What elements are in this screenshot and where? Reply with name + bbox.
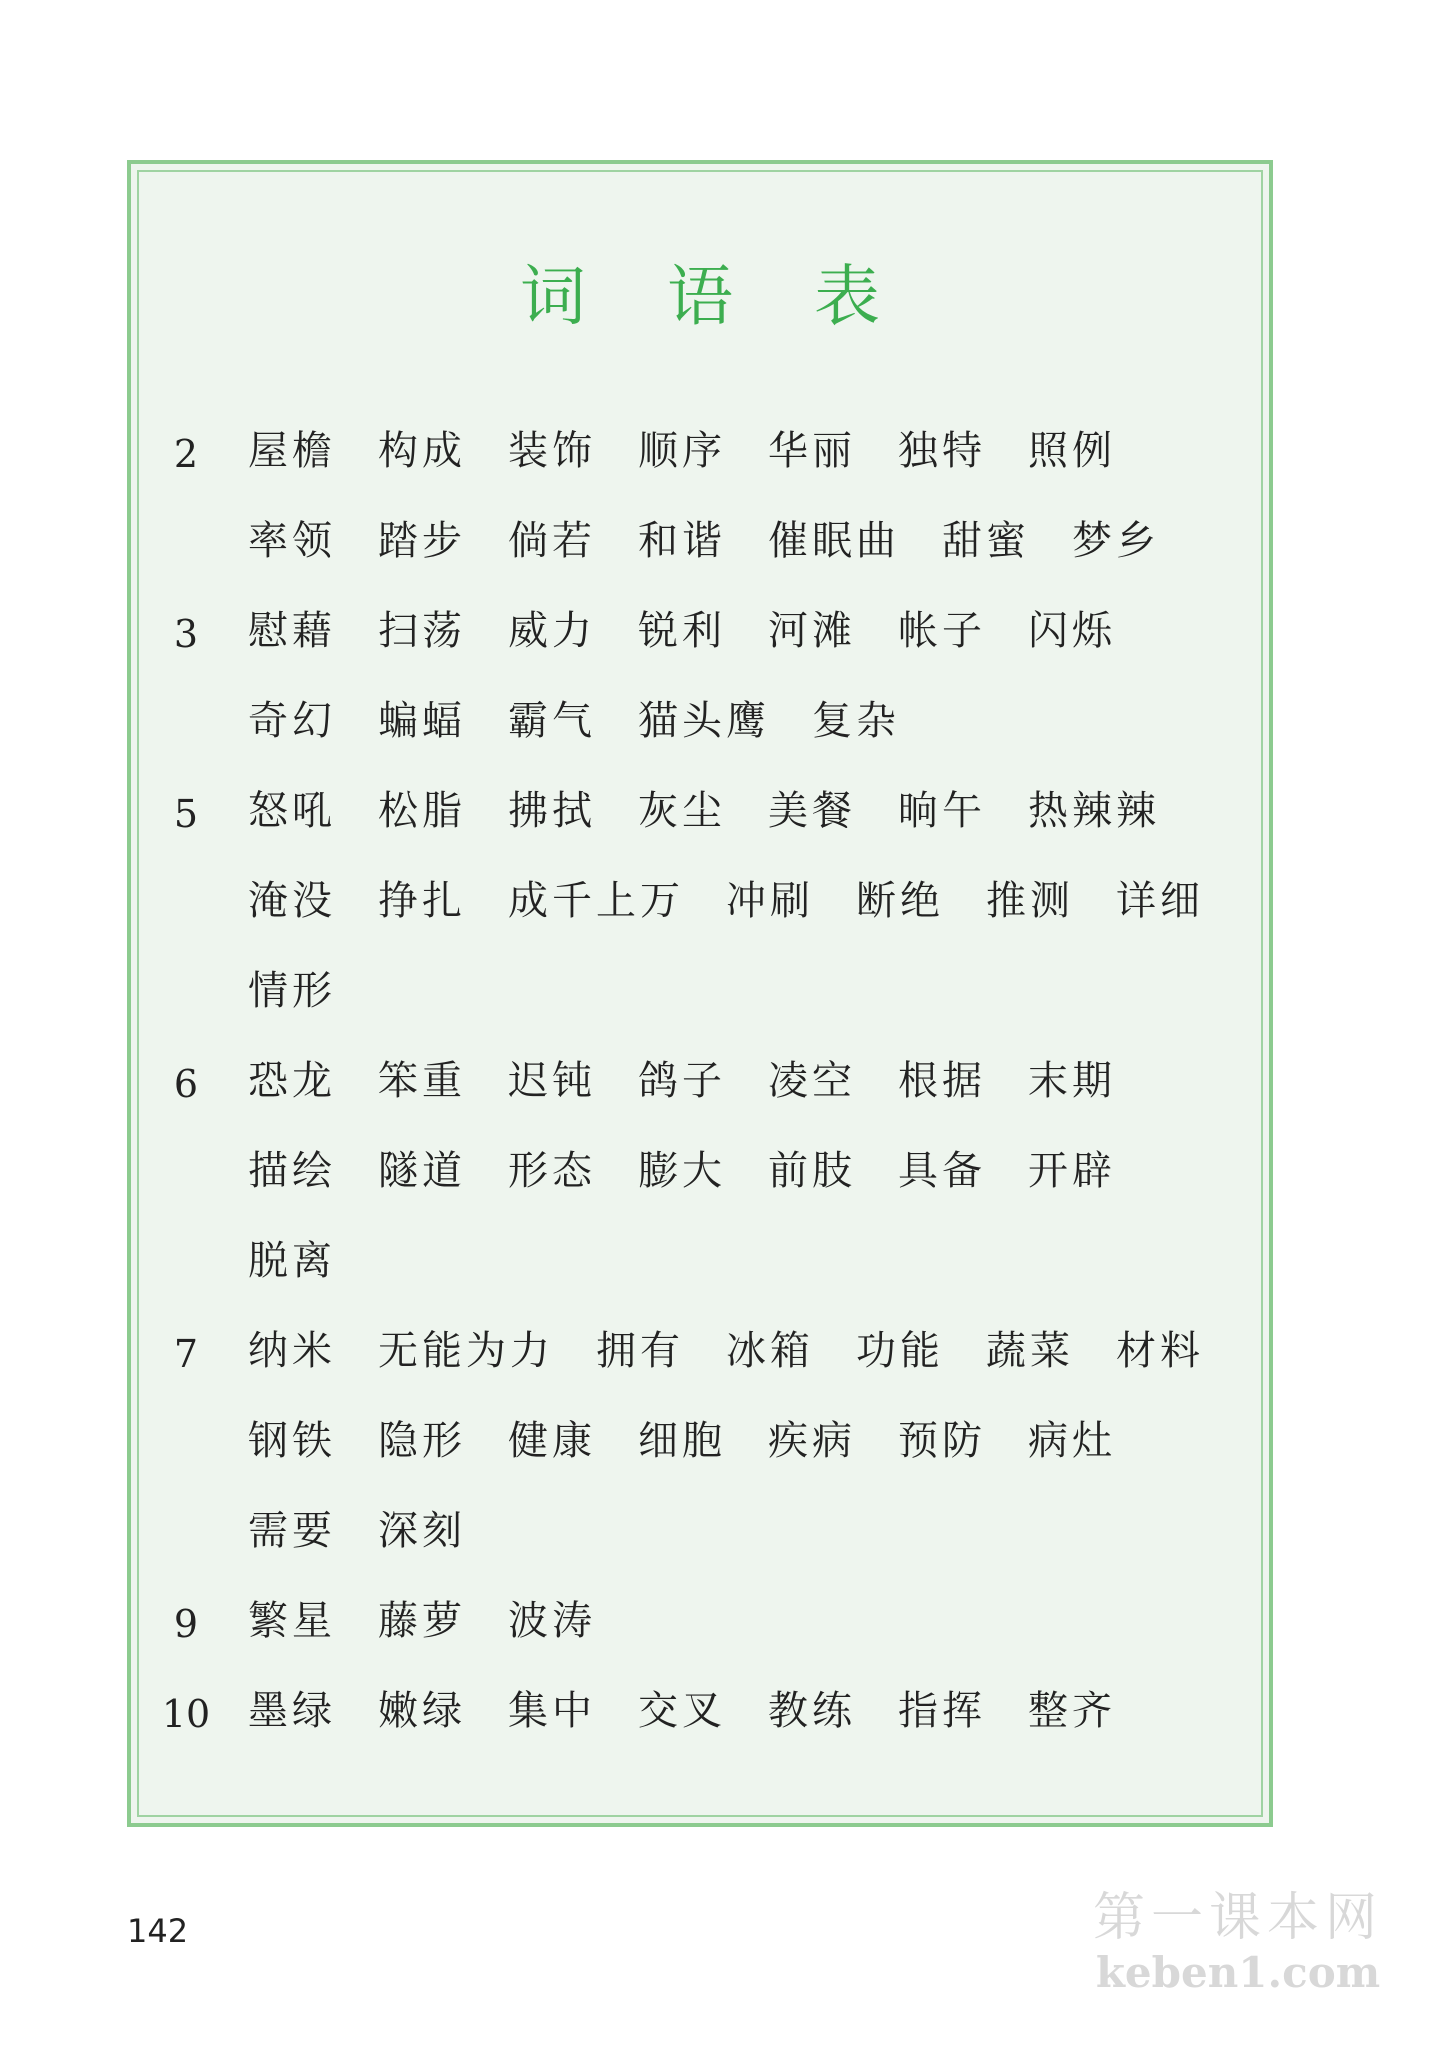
vocab-row: [131, 1309, 1277, 1399]
lesson-number: 6: [173, 1062, 199, 1106]
vocab-word: 集中: [508, 1688, 596, 1734]
vocab-word: 猫头鹰: [638, 698, 770, 744]
vocab-word: 踏步: [378, 518, 466, 564]
vocab-word: 拥有: [596, 1328, 684, 1374]
word-group: [248, 693, 900, 749]
lesson-number: 7: [173, 1332, 199, 1376]
vocab-row: [131, 949, 1277, 1039]
lesson-number: 5: [173, 792, 199, 836]
vocab-word: 膨大: [638, 1148, 726, 1194]
word-group: [248, 1323, 1204, 1379]
lesson-number: 2: [173, 432, 199, 476]
vocab-word: 拂拭: [508, 788, 596, 834]
vocab-word: 美餐: [768, 788, 856, 834]
vocab-row: [131, 1579, 1277, 1669]
vocab-word: 松脂: [378, 788, 466, 834]
vocab-row: [131, 1399, 1277, 1489]
vocab-word: 淹没: [248, 878, 336, 924]
vocab-word: 冲刷: [726, 878, 814, 924]
vocab-word: 鸽子: [638, 1058, 726, 1104]
lesson-number: 9: [173, 1602, 199, 1646]
vocab-word: 构成: [378, 428, 466, 474]
vocab-word: 末期: [1028, 1058, 1116, 1104]
vocab-word: 整齐: [1028, 1688, 1116, 1734]
vocab-word: 催眠曲: [768, 518, 900, 564]
lesson-number: 10: [161, 1692, 211, 1736]
vocab-word: 详细: [1116, 878, 1204, 924]
vocabulary-frame: [127, 160, 1273, 1827]
vocab-word: 开辟: [1028, 1148, 1116, 1194]
vocab-word: 率领: [248, 518, 336, 564]
watermark-cn: 第一课本网: [1092, 1888, 1383, 1948]
word-group: [248, 1593, 596, 1649]
vocab-word: 描绘: [248, 1148, 336, 1194]
vocab-word: 怒吼: [248, 788, 336, 834]
word-group: [248, 1413, 1116, 1469]
vocab-word: 和谐: [638, 518, 726, 564]
vocab-word: 波涛: [508, 1598, 596, 1644]
vocab-word: 热辣辣: [1028, 788, 1160, 834]
vocab-word: 笨重: [378, 1058, 466, 1104]
vocab-word: 河滩: [768, 608, 856, 654]
vocab-word: 推测: [986, 878, 1074, 924]
vocab-word: 锐利: [638, 608, 726, 654]
vocab-word: 倘若: [508, 518, 596, 564]
vocab-row: [131, 769, 1277, 859]
vocab-word: 教练: [768, 1688, 856, 1734]
vocab-word: 形态: [508, 1148, 596, 1194]
page-number: 142: [127, 1912, 189, 1950]
vocab-row: [131, 859, 1277, 949]
word-group: [248, 1053, 1116, 1109]
vocab-word: 复杂: [812, 698, 900, 744]
vocab-word: 装饰: [508, 428, 596, 474]
vocab-word: 深刻: [378, 1508, 466, 1554]
word-group: [248, 783, 1160, 839]
word-group: [248, 1503, 466, 1559]
vocab-word: 照例: [1028, 428, 1116, 474]
vocab-word: 需要: [248, 1508, 336, 1554]
vocab-row: [131, 679, 1277, 769]
vocab-word: 隧道: [378, 1148, 466, 1194]
vocab-word: 霸气: [508, 698, 596, 744]
word-group: [248, 1143, 1116, 1199]
word-group: [248, 1683, 1116, 1739]
vocab-word: 藤萝: [378, 1598, 466, 1644]
vocab-row: [131, 589, 1277, 679]
vocab-word: 恐龙: [248, 1058, 336, 1104]
vocab-word: 嫩绿: [378, 1688, 466, 1734]
vocabulary-list: [131, 409, 1277, 1759]
vocab-word: 成千上万: [508, 878, 684, 924]
word-group: [248, 963, 336, 1019]
vocab-word: 蝙蝠: [378, 698, 466, 744]
vocab-word: 脱离: [248, 1238, 336, 1284]
vocab-word: 扫荡: [378, 608, 466, 654]
watermark: [1093, 1888, 1383, 1998]
vocab-word: 疾病: [768, 1418, 856, 1464]
word-group: [248, 423, 1116, 479]
vocab-word: 健康: [508, 1418, 596, 1464]
vocab-word: 无能为力: [378, 1328, 554, 1374]
vocab-word: 威力: [508, 608, 596, 654]
vocab-word: 冰箱: [726, 1328, 814, 1374]
vocab-word: 纳米: [248, 1328, 336, 1374]
vocab-row: [131, 1039, 1277, 1129]
vocab-word: 预防: [898, 1418, 986, 1464]
vocab-word: 挣扎: [378, 878, 466, 924]
vocab-word: 具备: [898, 1148, 986, 1194]
vocab-row: [131, 1489, 1277, 1579]
vocab-word: 帐子: [898, 608, 986, 654]
word-group: [248, 1233, 336, 1289]
vocab-word: 华丽: [768, 428, 856, 474]
vocab-word: 隐形: [378, 1418, 466, 1464]
vocab-row: [131, 1129, 1277, 1219]
vocab-row: [131, 1219, 1277, 1309]
vocab-word: 闪烁: [1028, 608, 1116, 654]
vocab-word: 情形: [248, 968, 336, 1014]
vocab-row: [131, 1669, 1277, 1759]
vocab-word: 梦乡: [1072, 518, 1160, 564]
vocab-word: 晌午: [898, 788, 986, 834]
vocab-word: 慰藉: [248, 608, 336, 654]
vocab-word: 断绝: [856, 878, 944, 924]
lesson-number: 3: [173, 612, 199, 656]
vocab-row: [131, 499, 1277, 589]
vocab-word: 屋檐: [248, 428, 336, 474]
word-group: [248, 873, 1204, 929]
vocab-word: 顺序: [638, 428, 726, 474]
vocab-word: 蔬菜: [986, 1328, 1074, 1374]
vocab-word: 前肢: [768, 1148, 856, 1194]
vocab-word: 功能: [856, 1328, 944, 1374]
page-title: 词 语 表: [520, 258, 910, 335]
word-group: [248, 513, 1160, 569]
vocab-word: 根据: [898, 1058, 986, 1104]
vocab-word: 灰尘: [638, 788, 726, 834]
vocab-word: 材料: [1116, 1328, 1204, 1374]
vocab-word: 指挥: [898, 1688, 986, 1734]
vocab-word: 迟钝: [508, 1058, 596, 1104]
vocab-word: 甜蜜: [942, 518, 1030, 564]
word-group: [248, 603, 1116, 659]
vocab-word: 细胞: [638, 1418, 726, 1464]
watermark-en: keben1.com: [1095, 1948, 1381, 1997]
vocab-word: 凌空: [768, 1058, 856, 1104]
vocab-word: 墨绿: [248, 1688, 336, 1734]
vocab-word: 病灶: [1028, 1418, 1116, 1464]
vocab-word: 奇幻: [248, 698, 336, 744]
vocab-word: 独特: [898, 428, 986, 474]
vocab-word: 钢铁: [248, 1418, 336, 1464]
vocab-row: [131, 409, 1277, 499]
vocab-word: 繁星: [248, 1598, 336, 1644]
vocab-word: 交叉: [638, 1688, 726, 1734]
